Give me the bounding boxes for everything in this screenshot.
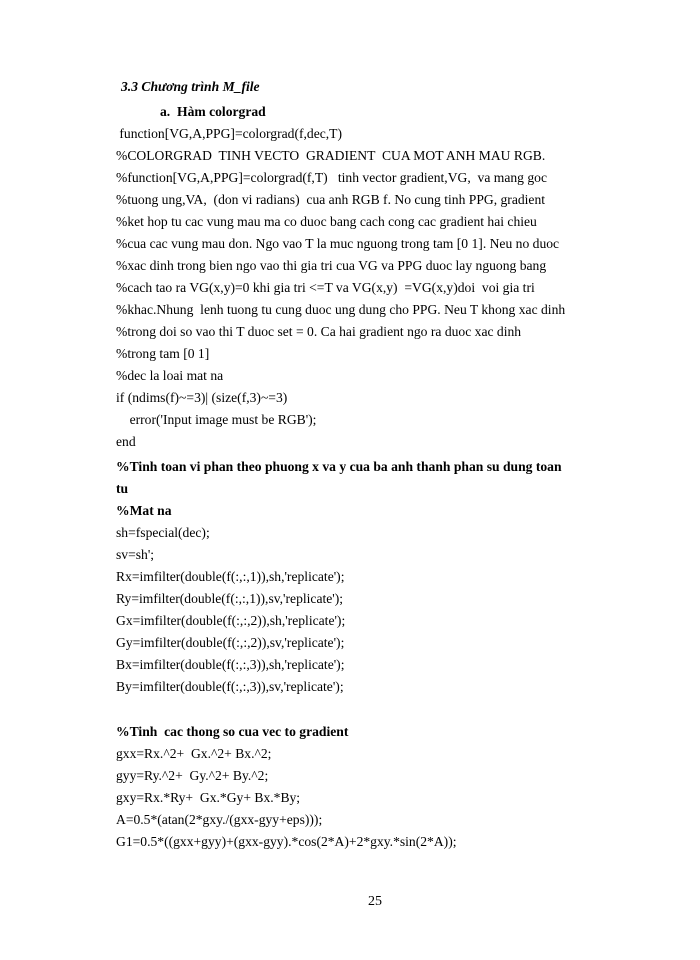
code-line: gxy=Rx.*Ry+ Gx.*Gy+ Bx.*By; bbox=[116, 790, 301, 805]
code-line: %cach tao ra VG(x,y)=0 khi gia tri <=T va VG(x,y) =VG(x,y)doi voi gia tri bbox=[116, 280, 535, 295]
code-line: sh=fspecial(dec); bbox=[116, 525, 210, 540]
code-line: A=0.5*(atan(2*gxy./(gxx-gyy+eps))); bbox=[116, 812, 323, 827]
code-line: if (ndims(f)~=3)| (size(f,3)~=3) bbox=[116, 390, 288, 405]
section-title: 3.3 Chương trình M_file bbox=[121, 79, 260, 94]
code-line: %trong doi so vao thi T duoc set = 0. Ca hai gradient ngo ra duoc xac dinh bbox=[116, 324, 522, 339]
code-line: By=imfilter(double(f(:,:,3)),sv,'replicate'); bbox=[116, 679, 344, 694]
bold-heading: tu bbox=[116, 481, 129, 496]
code-line: %xac dinh trong bien ngo vao thi gia tri cua VG va PPG duoc lay nguong bang bbox=[116, 258, 547, 273]
code-line: Rx=imfilter(double(f(:,:,1)),sh,'replicate'); bbox=[116, 569, 345, 584]
code-line: end bbox=[116, 434, 136, 449]
code-line: %trong tam [0 1] bbox=[116, 346, 210, 361]
code-line: function[VG,A,PPG]=colorgrad(f,dec,T) bbox=[116, 126, 342, 141]
code-line: Bx=imfilter(double(f(:,:,3)),sh,'replicate'); bbox=[116, 657, 345, 672]
code-line: %ket hop tu cac vung mau ma co duoc bang cach cong cac gradient hai chieu bbox=[116, 214, 537, 229]
code-line: sv=sh'; bbox=[116, 547, 155, 562]
bold-heading: %Mat na bbox=[116, 503, 172, 518]
subsection-title: a. Hàm colorgrad bbox=[160, 104, 266, 119]
code-line: G1=0.5*((gxx+gyy)+(gxx-gyy).*cos(2*A)+2*gxy.*sin(2*A)); bbox=[116, 834, 457, 849]
page-number: 25 bbox=[368, 894, 382, 909]
code-line: %function[VG,A,PPG]=colorgrad(f,T) tinh vector gradient,VG, va mang goc bbox=[116, 170, 547, 185]
code-line: %dec la loai mat na bbox=[116, 368, 224, 383]
code-line: gxx=Rx.^2+ Gx.^2+ Bx.^2; bbox=[116, 746, 272, 761]
code-line: Ry=imfilter(double(f(:,:,1)),sv,'replicate'); bbox=[116, 591, 344, 606]
code-line: Gx=imfilter(double(f(:,:,2)),sh,'replicate'); bbox=[116, 613, 346, 628]
code-line: %khac.Nhung lenh tuong tu cung duoc ung dung cho PPG. Neu T khong xac dinh bbox=[116, 302, 566, 317]
bold-heading: %Tinh cac thong so cua vec to gradient bbox=[116, 724, 349, 739]
code-line: error('Input image must be RGB'); bbox=[116, 412, 317, 427]
code-line: %tuong ung,VA, (don vi radians) cua anh RGB f. No cung tinh PPG, gradient bbox=[116, 192, 546, 207]
code-line: %cua cac vung mau don. Ngo vao T la muc nguong trong tam [0 1]. Neu no duoc bbox=[116, 236, 560, 251]
code-line: %COLORGRAD TINH VECTO GRADIENT CUA MOT ANH MAU RGB. bbox=[116, 148, 546, 163]
bold-heading: %Tinh toan vi phan theo phuong x va y cua ba anh thanh phan su dung toan bbox=[116, 459, 562, 474]
code-line: gyy=Ry.^2+ Gy.^2+ By.^2; bbox=[116, 768, 269, 783]
code-line: Gy=imfilter(double(f(:,:,2)),sv,'replicate'); bbox=[116, 635, 345, 650]
